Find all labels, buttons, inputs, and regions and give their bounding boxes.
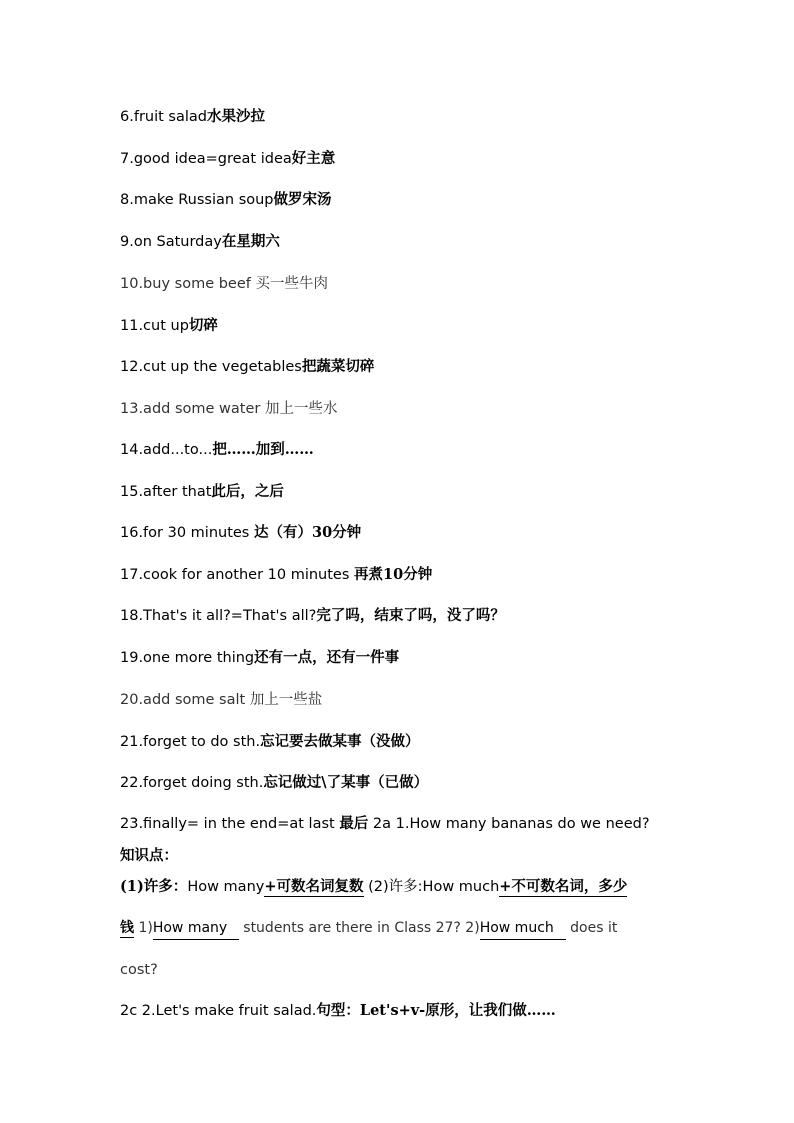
list-item: 12.cut up the vegetables把蔬菜切碎 bbox=[120, 358, 375, 375]
list-item: 8.make Russian soup做罗宋汤 bbox=[120, 191, 332, 208]
list-item: 20.add some salt 加上一些盐 bbox=[120, 692, 323, 708]
list-item: 16.for 30 minutes 达（有）30分钟 bbox=[120, 524, 362, 541]
knowledge-point-1: (1)许多：How many+可数名词复数 (2)许多:How much+不可数名词，多少 bbox=[120, 878, 628, 895]
list-item: 17.cook for another 10 minutes 再煮10分钟 bbox=[120, 566, 433, 583]
knowledge-example-end: cost? bbox=[120, 962, 158, 978]
knowledge-heading: 知识点： bbox=[120, 847, 178, 864]
list-item: 10.buy some beef 买一些牛肉 bbox=[120, 276, 328, 292]
list-item: 11.cut up切碎 bbox=[120, 317, 218, 334]
list-item: 22.forget doing sth.忘记做过\了某事（已做） bbox=[120, 774, 429, 791]
list-item: 6.fruit salad水果沙拉 bbox=[120, 108, 265, 125]
list-item: 21.forget to do sth.忘记要去做某事（没做） bbox=[120, 733, 420, 750]
list-item: 13.add some water 加上一些水 bbox=[120, 401, 338, 417]
list-item: 9.on Saturday在星期六 bbox=[120, 233, 280, 250]
list-item: 18.That's it all?=That's all?完了吗，结束了吗，没了吗？ bbox=[120, 607, 505, 624]
list-item: 23.finally= in the end=at last 最后 2a 1.How many bananas do we need? bbox=[120, 815, 650, 832]
list-item: 15.after that此后，之后 bbox=[120, 483, 284, 500]
list-item: 7.good idea=great idea好主意 bbox=[120, 150, 336, 167]
list-item: 2c 2.Let's make fruit salad.句型：Let's+v-原形，让我们做…… bbox=[120, 1002, 556, 1019]
list-item: 19.one more thing还有一点，还有一件事 bbox=[120, 649, 400, 666]
list-item: 14.add...to...把……加到…… bbox=[120, 441, 314, 458]
knowledge-example: 钱 1)How many students are there in Class 27? 2)How much does it bbox=[120, 918, 680, 940]
